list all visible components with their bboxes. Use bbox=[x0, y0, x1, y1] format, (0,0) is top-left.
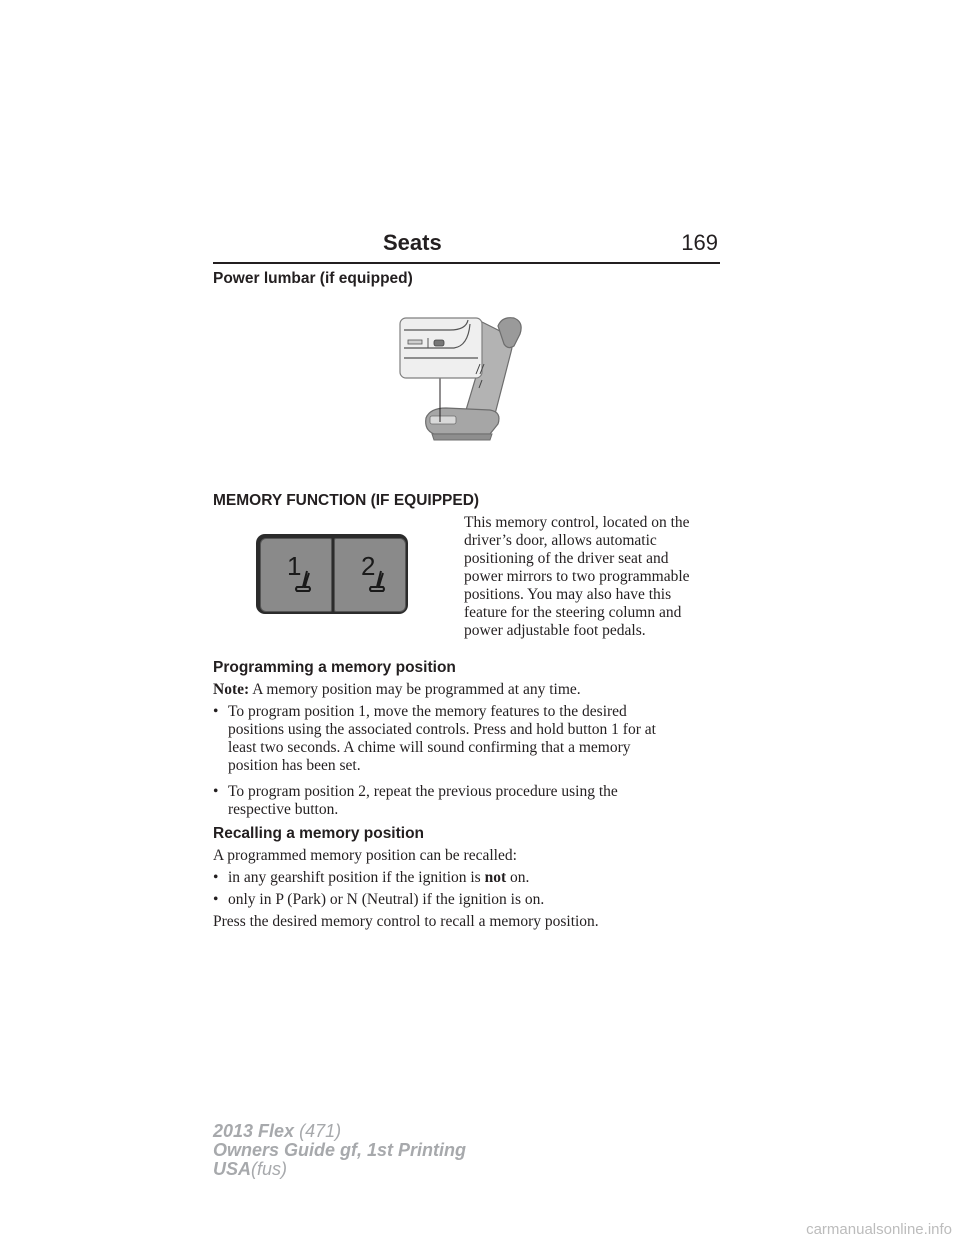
footer-guide: Owners Guide gf, 1st Printing bbox=[213, 1140, 467, 1160]
memory-button-2[interactable] bbox=[334, 538, 406, 612]
programming-note bbox=[213, 681, 733, 699]
footer-market: USA bbox=[213, 1159, 252, 1179]
seat-icon bbox=[367, 569, 389, 597]
list-item bbox=[213, 869, 723, 887]
memory-button-1-label: 1 bbox=[287, 551, 302, 581]
watermark[interactable]: carmanualsonline.info bbox=[806, 1221, 952, 1238]
memory-control-panel bbox=[256, 534, 408, 614]
list-item-text: only in P (Park) or N (Neutral) if the ignition is on. bbox=[228, 891, 545, 908]
recalling-intro: A programmed memory position can be recalled: bbox=[213, 847, 517, 864]
footer-line-model bbox=[213, 1122, 466, 1141]
list-item-text-part: in any gearshift position if the ignition is bbox=[228, 869, 481, 886]
list-item-text-part: on. bbox=[510, 869, 530, 886]
memory-intro-line: feature for the steering column and bbox=[464, 604, 682, 621]
list-item bbox=[213, 891, 723, 909]
memory-intro-line: power adjustable foot pedals. bbox=[464, 622, 646, 639]
footer-line-guide bbox=[213, 1141, 466, 1160]
power-lumbar-heading: Power lumbar (if equipped) bbox=[213, 270, 413, 287]
seat-icon bbox=[293, 569, 315, 597]
footer-line-market bbox=[213, 1160, 466, 1179]
recalling-heading: Recalling a memory position bbox=[213, 825, 425, 842]
list-item bbox=[213, 703, 723, 775]
page-header bbox=[213, 228, 720, 264]
list-item-line: least two seconds. A chime will sound confirming that a memory bbox=[228, 739, 631, 756]
list-item-line: position has been set. bbox=[228, 757, 361, 774]
list-item-text bbox=[228, 703, 723, 775]
bullet-dot: • bbox=[213, 891, 219, 908]
programming-heading: Programming a memory position bbox=[213, 659, 456, 676]
footer-model-code: (471) bbox=[299, 1121, 342, 1141]
footer bbox=[213, 1122, 466, 1179]
list-item bbox=[213, 783, 723, 819]
power-lumbar-illustration bbox=[390, 300, 550, 460]
bullet-dot: • bbox=[213, 783, 219, 800]
recalling-closing: Press the desired memory control to recall a memory position. bbox=[213, 913, 599, 930]
memory-intro-line: power mirrors to two programmable bbox=[464, 568, 690, 585]
memory-intro-line: positioning of the driver seat and bbox=[464, 550, 669, 567]
memory-intro-line: driver’s door, allows automatic bbox=[464, 532, 657, 549]
list-item-line: To program position 1, move the memory features to the desired bbox=[228, 703, 627, 720]
emphasis-not: not bbox=[484, 869, 507, 886]
bullet-dot: • bbox=[213, 869, 219, 886]
note-label: Note: bbox=[213, 681, 250, 698]
memory-button-1[interactable] bbox=[260, 538, 332, 612]
list-item-line: positions using the associated controls. Press and hold button 1 for at bbox=[228, 721, 656, 738]
memory-button-2-label: 2 bbox=[361, 551, 376, 581]
memory-intro-line: This memory control, located on the bbox=[464, 514, 690, 531]
memory-intro bbox=[464, 514, 724, 640]
note-text: A memory position may be programmed at any time. bbox=[252, 681, 581, 698]
list-item-line: respective button. bbox=[228, 801, 339, 818]
page-number: 169 bbox=[681, 230, 718, 255]
bullet-dot: • bbox=[213, 703, 219, 720]
footer-model: 2013 Flex bbox=[213, 1121, 295, 1141]
list-item-text bbox=[228, 869, 723, 887]
list-item-line: To program position 2, repeat the previous procedure using the bbox=[228, 783, 618, 800]
memory-intro-line: positions. You may also have this bbox=[464, 586, 672, 603]
footer-market-code: (fus) bbox=[251, 1159, 288, 1179]
list-item-text bbox=[228, 783, 723, 819]
memory-function-heading: MEMORY FUNCTION (IF EQUIPPED) bbox=[213, 492, 480, 509]
section-title: Seats bbox=[383, 230, 442, 255]
